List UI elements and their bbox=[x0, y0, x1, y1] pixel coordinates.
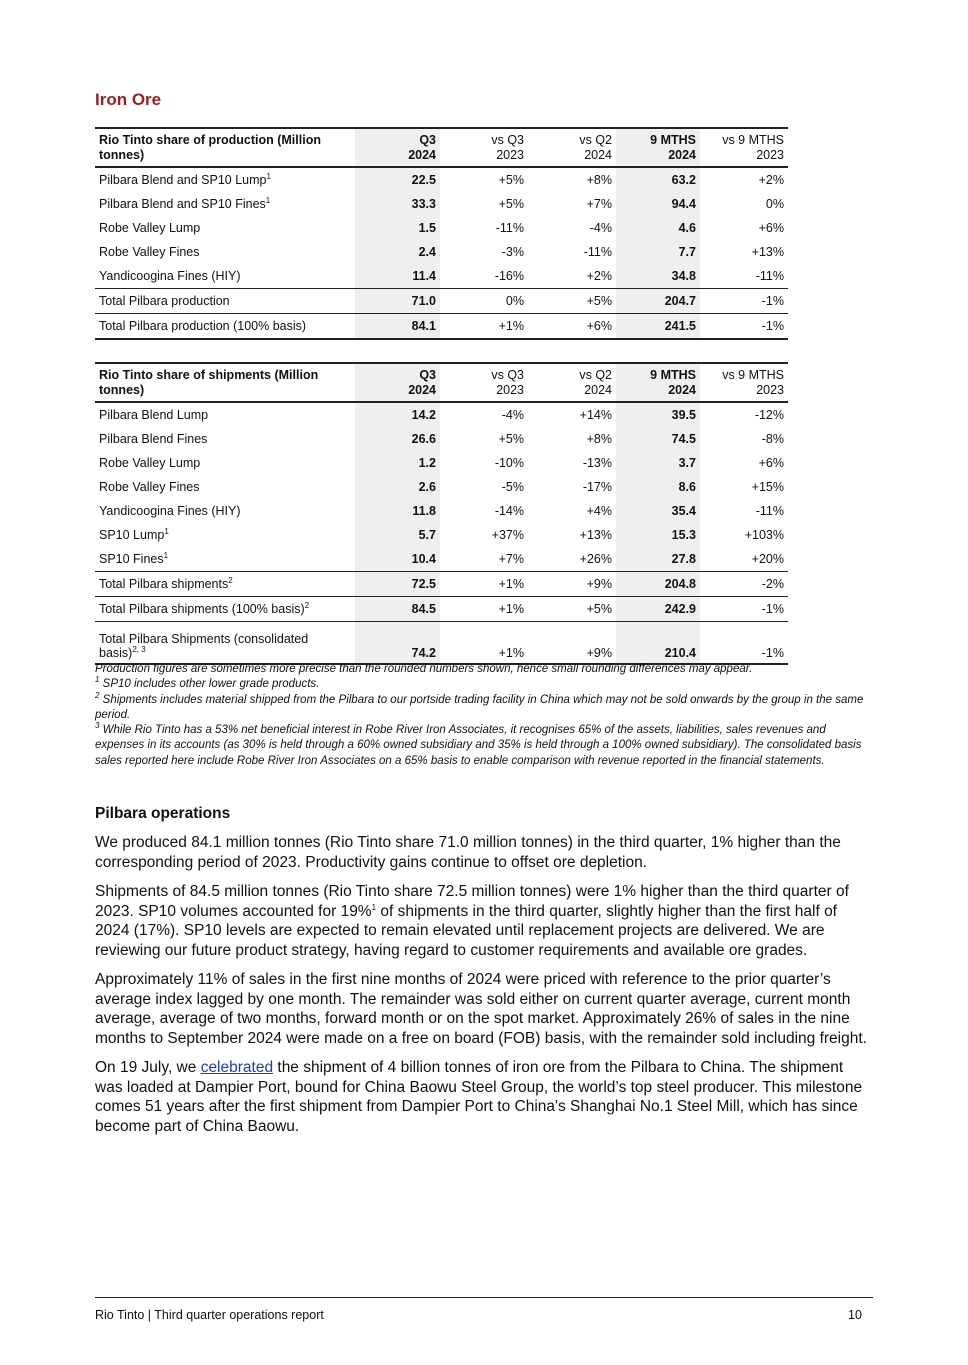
table-header-row bbox=[95, 128, 788, 167]
cell-q3: 11.4 bbox=[355, 264, 440, 289]
cell-vs-q2: -11% bbox=[583, 245, 612, 259]
table-row bbox=[95, 451, 788, 475]
cell-9mths: 15.3 bbox=[616, 523, 700, 547]
cell-vs-9mths: -1% bbox=[700, 597, 788, 622]
row-label: Pilbara Blend Lump bbox=[99, 408, 209, 422]
table-row bbox=[95, 264, 788, 289]
row-label: SP10 Lump$^1$ bbox=[99, 526, 169, 542]
table-row bbox=[95, 192, 788, 216]
footer-title: Rio Tinto | Third quarter operations report bbox=[95, 1308, 324, 1322]
cell-vs-9mths: +2% bbox=[758, 173, 784, 187]
cell-9mths: 39.5 bbox=[616, 402, 700, 427]
cell-vs-q3: +1% bbox=[440, 572, 528, 597]
cell-vs-q2: +2% bbox=[586, 269, 612, 283]
cell-9mths: 241.5 bbox=[616, 314, 700, 340]
cell-vs-q2: +4% bbox=[586, 504, 612, 518]
cell-q3: 14.2 bbox=[355, 402, 440, 427]
header-q3: Q3 2024 bbox=[355, 363, 440, 402]
table-row bbox=[95, 167, 788, 192]
operations-heading: Pilbara operations bbox=[95, 805, 231, 822]
cell-vs-q3: +7% bbox=[498, 552, 524, 566]
cell-vs-9mths: +20% bbox=[751, 552, 784, 566]
cell-vs-q3: -11% bbox=[495, 221, 524, 235]
cell-9mths: 34.8 bbox=[616, 264, 700, 289]
cell-vs-9mths: +6% bbox=[758, 221, 784, 235]
cell-q3: 26.6 bbox=[355, 427, 440, 451]
table-row bbox=[95, 572, 788, 597]
row-label: Robe Valley Fines bbox=[99, 480, 200, 494]
cell-vs-q3: +1% bbox=[440, 597, 528, 622]
cell-q3: 2.6 bbox=[355, 475, 440, 499]
cell-9mths: 27.8 bbox=[616, 547, 700, 572]
cell-q3: 22.5 bbox=[355, 167, 440, 192]
celebrated-link[interactable]: celebrated bbox=[200, 1059, 274, 1076]
cell-vs-q2: -17% bbox=[582, 480, 612, 494]
cell-vs-9mths: -12% bbox=[754, 408, 784, 422]
cell-9mths: 204.7 bbox=[616, 289, 700, 314]
cell-vs-q3: -5% bbox=[501, 480, 524, 494]
cell-q3: 1.5 bbox=[355, 216, 440, 240]
row-label: Total Pilbara shipments$^2$ bbox=[95, 572, 355, 597]
cell-vs-9mths: +15% bbox=[751, 480, 784, 494]
cell-9mths: 74.5 bbox=[616, 427, 700, 451]
shipments-table bbox=[95, 362, 788, 665]
table-row bbox=[95, 547, 788, 572]
footnote-1: $^1$ SP10 includes other lower grade products. bbox=[95, 675, 320, 691]
cell-vs-q3: -10% bbox=[494, 456, 524, 470]
table-row bbox=[95, 597, 788, 622]
row-label: Yandicoogina Fines (HIY) bbox=[99, 504, 241, 518]
cell-9mths: 4.6 bbox=[616, 216, 700, 240]
paragraph-shipments: Shipments of 84.5 million tonnes (Rio Tinto share 72.5 million tonnes) were 1% higher than the third quarter of 2023. SP10 volumes accounted for 19%$^1$ of shipments in the third quarter, slightly higher than the first half of 2024 (17%). SP10 levels are expected to remain elevated until replacement projects are delivered. We are reviewing our future product strategy, having regard to customer requirements and available ore grades. bbox=[95, 883, 849, 959]
cell-vs-q3: +5% bbox=[498, 197, 524, 211]
cell-q3: 5.7 bbox=[355, 523, 440, 547]
table-row bbox=[95, 240, 788, 264]
row-label: Total Pilbara Shipments (consolidated basis)$^{2, 3}$ bbox=[95, 622, 355, 665]
row-label: Robe Valley Fines bbox=[99, 245, 200, 259]
cell-q3: 2.4 bbox=[355, 240, 440, 264]
header-9mths: 9 MTHS 2024 bbox=[616, 128, 700, 167]
paragraph-milestone: On 19 July, we celebrated the shipment of 4 billion tonnes of iron ore from the Pilbara to China. The shipment was loaded at Dampier Port, bound for China Baowu Steel Group, the world’s top steel producer. This milestone comes 51 years after the first shipment from Dampier Port to China's Shanghai No.1 Steel Mill, which has since become part of China Baowu. bbox=[95, 1059, 863, 1135]
cell-vs-q3: 0% bbox=[440, 289, 528, 314]
cell-q3: 10.4 bbox=[355, 547, 440, 572]
footnote-2: $^2$ Shipments includes material shipped from the Pilbara to our portside trading facility in China which may not be sold onwards by the group in the same period. bbox=[95, 690, 864, 721]
table-row bbox=[95, 622, 788, 665]
cell-vs-q3: +5% bbox=[498, 432, 524, 446]
cell-vs-q3: +1% bbox=[440, 314, 528, 340]
cell-9mths: 94.4 bbox=[616, 192, 700, 216]
cell-vs-9mths: -8% bbox=[761, 432, 784, 446]
cell-vs-9mths: +103% bbox=[744, 528, 784, 542]
cell-q3: 74.2 bbox=[355, 622, 440, 665]
cell-9mths: 7.7 bbox=[616, 240, 700, 264]
cell-vs-q3: -16% bbox=[494, 269, 524, 283]
cell-vs-9mths: -11% bbox=[755, 269, 784, 283]
cell-vs-9mths: -1% bbox=[700, 314, 788, 340]
cell-vs-q2: +9% bbox=[528, 572, 616, 597]
cell-vs-q2: -13% bbox=[582, 456, 612, 470]
cell-vs-q2: +8% bbox=[586, 432, 612, 446]
cell-vs-q2: +8% bbox=[586, 173, 612, 187]
cell-vs-9mths: -2% bbox=[700, 572, 788, 597]
cell-q3: 1.2 bbox=[355, 451, 440, 475]
header-vs-9mths: vs 9 MTHS 2023 bbox=[700, 128, 788, 167]
cell-9mths: 35.4 bbox=[616, 499, 700, 523]
cell-vs-q2: +14% bbox=[579, 408, 612, 422]
cell-vs-q2: +5% bbox=[528, 289, 616, 314]
row-label: Pilbara Blend and SP10 Fines$^1$ bbox=[99, 195, 271, 211]
cell-vs-9mths: -11% bbox=[755, 504, 784, 518]
production-table bbox=[95, 127, 788, 340]
cell-vs-q3: +5% bbox=[498, 173, 524, 187]
cell-vs-q2: +26% bbox=[579, 552, 612, 566]
header-label: Rio Tinto share of shipments (Million tonnes) bbox=[95, 363, 355, 402]
cell-vs-q2: +6% bbox=[528, 314, 616, 340]
cell-9mths: 204.8 bbox=[616, 572, 700, 597]
footnote-3: $^3$ While Rio Tinto has a 53% net beneficial interest in Robe River Iron Associates, it recognises 65% of the assets, liabilities, sales revenues and expenses in its accounts (as 30% is held through a 60% owned subsidiary and 35% is held through a 100% owned subsidiary). The consolidated basis sales reported here include Robe River Iron Associates on a 65% basis to enable comparison with revenue reported in the financial statements. bbox=[95, 721, 862, 767]
cell-9mths: 3.7 bbox=[616, 451, 700, 475]
row-label: Total Pilbara shipments (100% basis)$^2$ bbox=[95, 597, 355, 622]
table-row bbox=[95, 427, 788, 451]
cell-q3: 33.3 bbox=[355, 192, 440, 216]
header-9mths: 9 MTHS 2024 bbox=[616, 363, 700, 402]
table-row bbox=[95, 475, 788, 499]
row-label: Pilbara Blend and SP10 Lump$^1$ bbox=[99, 171, 271, 187]
paragraph-pricing: Approximately 11% of sales in the first nine months of 2024 were priced with reference to the prior quarter’s average index lagged by one month. The remainder was sold either on current quarter average, current month average, average of two months, forward month or on the spot market. Approximately 26% of sales in the nine months to September 2024 were made on a free on board (FOB) basis, with the remainder sold including freight. bbox=[95, 971, 867, 1047]
cell-vs-q3: -3% bbox=[501, 245, 524, 259]
section-title: Iron Ore bbox=[95, 90, 162, 109]
row-label: Robe Valley Lump bbox=[99, 221, 201, 235]
row-label: SP10 Fines$^1$ bbox=[99, 550, 169, 566]
header-vs-q3: vs Q3 2023 bbox=[440, 128, 528, 167]
cell-q3: 84.5 bbox=[355, 597, 440, 622]
row-label: Total Pilbara production bbox=[95, 289, 355, 314]
cell-vs-q3: -4% bbox=[501, 408, 524, 422]
cell-vs-q3: +37% bbox=[491, 528, 524, 542]
footnotes bbox=[95, 662, 873, 769]
cell-vs-q3: +1% bbox=[440, 622, 528, 665]
cell-9mths: 8.6 bbox=[616, 475, 700, 499]
header-vs-q2: vs Q2 2024 bbox=[528, 363, 616, 402]
cell-vs-q2: -4% bbox=[589, 221, 612, 235]
cell-9mths: 242.9 bbox=[616, 597, 700, 622]
cell-vs-q3: -14% bbox=[494, 504, 524, 518]
cell-q3: 11.8 bbox=[355, 499, 440, 523]
header-vs-q2: vs Q2 2024 bbox=[528, 128, 616, 167]
header-vs-q3: vs Q3 2023 bbox=[440, 363, 528, 402]
table-row bbox=[95, 523, 788, 547]
cell-vs-q2: +13% bbox=[579, 528, 612, 542]
footer-divider bbox=[95, 1297, 873, 1298]
paragraph-production: We produced 84.1 million tonnes (Rio Tinto share 71.0 million tonnes) in the third quarter, 1% higher than the corresponding period of 2023. Productivity gains continue to offset ore depletion. bbox=[95, 834, 841, 871]
cell-vs-q2: +5% bbox=[528, 597, 616, 622]
table-row bbox=[95, 216, 788, 240]
cell-q3: 71.0 bbox=[355, 289, 440, 314]
cell-q3: 84.1 bbox=[355, 314, 440, 340]
cell-9mths: 210.4 bbox=[616, 622, 700, 665]
table-row bbox=[95, 402, 788, 427]
cell-vs-9mths: -1% bbox=[700, 622, 788, 665]
cell-vs-9mths: -1% bbox=[700, 289, 788, 314]
cell-vs-9mths: 0% bbox=[765, 197, 784, 211]
header-q3: Q3 2024 bbox=[355, 128, 440, 167]
cell-vs-9mths: +13% bbox=[751, 245, 784, 259]
table-row bbox=[95, 314, 788, 340]
cell-vs-q2: +9% bbox=[528, 622, 616, 665]
row-label: Robe Valley Lump bbox=[99, 456, 201, 470]
header-vs-9mths: vs 9 MTHS 2023 bbox=[700, 363, 788, 402]
table-header-row bbox=[95, 363, 788, 402]
operations-body bbox=[95, 833, 875, 1146]
table-row bbox=[95, 499, 788, 523]
header-label: Rio Tinto share of production (Million tonnes) bbox=[95, 128, 355, 167]
row-label: Pilbara Blend Fines bbox=[99, 432, 208, 446]
row-label: Total Pilbara production (100% basis) bbox=[95, 314, 355, 340]
table-row bbox=[95, 289, 788, 314]
cell-q3: 72.5 bbox=[355, 572, 440, 597]
page-number: 10 bbox=[848, 1308, 862, 1322]
footnote-rounding: Production figures are sometimes more precise than the rounded numbers shown, hence small rounding differences may appear. bbox=[95, 663, 753, 675]
cell-9mths: 63.2 bbox=[616, 167, 700, 192]
cell-vs-9mths: +6% bbox=[758, 456, 784, 470]
row-label: Yandicoogina Fines (HIY) bbox=[99, 269, 241, 283]
cell-vs-q2: +7% bbox=[586, 197, 612, 211]
